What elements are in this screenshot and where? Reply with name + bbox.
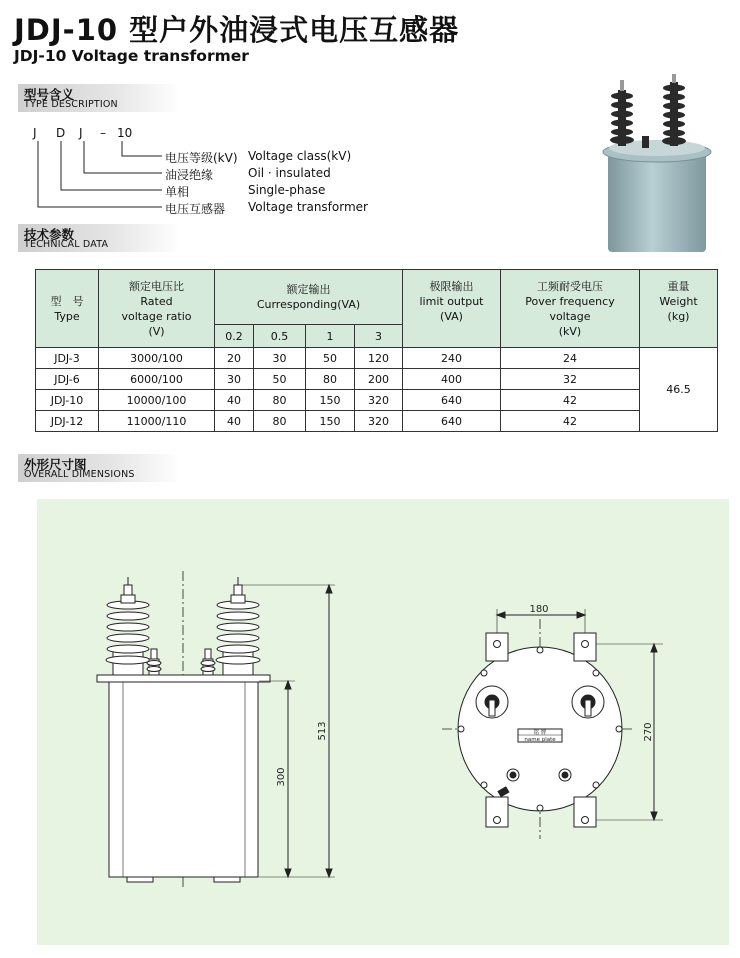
cell-output: 50 bbox=[254, 369, 306, 390]
code-char-dash: – bbox=[100, 126, 106, 140]
header-ratio-en1: Rated bbox=[140, 294, 173, 308]
cell-type: JDJ-10 bbox=[36, 390, 99, 411]
dim-depth: 270 bbox=[643, 722, 654, 742]
code-char-j2: J bbox=[79, 126, 83, 140]
type-row-voltage-class-cn: 电压等级(kV) bbox=[165, 151, 238, 165]
table-row bbox=[36, 411, 718, 432]
product-photo bbox=[598, 72, 716, 256]
header-type-cn: 型 号 bbox=[50, 294, 84, 308]
table-row bbox=[36, 369, 718, 390]
header-weight-cn: 重量 bbox=[667, 280, 690, 293]
cell-output: 320 bbox=[355, 390, 403, 411]
header-limit bbox=[403, 270, 501, 348]
header-output bbox=[215, 270, 403, 325]
type-row-voltage-class-en: Voltage class(kV) bbox=[248, 149, 352, 163]
cell-output: 30 bbox=[254, 348, 306, 369]
cell-output: 40 bbox=[215, 411, 254, 432]
header-freq-en2: voltage bbox=[549, 310, 591, 323]
table-row bbox=[36, 390, 718, 411]
type-row-oil-en: Oil · insulated bbox=[248, 166, 331, 180]
cell-output: 50 bbox=[306, 348, 355, 369]
cell-limit: 400 bbox=[403, 369, 501, 390]
header-ratio-unit: (V) bbox=[148, 324, 165, 338]
header-ratio-cn: 额定电压比 bbox=[129, 279, 184, 293]
header-type bbox=[36, 270, 99, 348]
dim-tank-height: 300 bbox=[276, 767, 287, 787]
cell-weight: 46.5 bbox=[640, 348, 718, 432]
front-view bbox=[97, 571, 335, 889]
type-code-leader-lines bbox=[0, 0, 260, 220]
dim-top-width: 180 bbox=[529, 604, 549, 615]
class-0-5: 0.5 bbox=[254, 325, 306, 348]
class-1: 1 bbox=[306, 325, 355, 348]
class-0-2: 0.2 bbox=[215, 325, 254, 348]
header-ratio-en2: voltage ratio bbox=[121, 309, 192, 323]
cell-output: 40 bbox=[215, 390, 254, 411]
type-row-phase-en: Single-phase bbox=[248, 183, 326, 197]
cell-output: 80 bbox=[254, 411, 306, 432]
cell-limit: 640 bbox=[403, 411, 501, 432]
header-weight-unit: (kg) bbox=[667, 310, 690, 323]
code-char-10: 10 bbox=[117, 126, 133, 140]
cell-output: 30 bbox=[215, 369, 254, 390]
header-limit-cn: 极限输出 bbox=[429, 280, 474, 293]
type-description-title-cn: 型号含义 bbox=[24, 87, 75, 102]
header-freq-en1: Pover frequency bbox=[525, 295, 615, 308]
cell-type: JDJ-6 bbox=[36, 369, 99, 390]
technical-data-header bbox=[18, 224, 180, 252]
cell-output: 80 bbox=[254, 390, 306, 411]
code-char-d: D bbox=[56, 126, 66, 140]
cell-ratio: 6000/100 bbox=[99, 369, 215, 390]
cell-output: 80 bbox=[306, 369, 355, 390]
header-freq-unit: (kV) bbox=[558, 325, 582, 338]
cell-freq: 32 bbox=[501, 369, 640, 390]
header-weight bbox=[640, 270, 718, 348]
top-view bbox=[442, 609, 663, 839]
cell-output: 200 bbox=[355, 369, 403, 390]
header-freq-cn: 工频耐受电压 bbox=[537, 280, 603, 293]
dimension-drawing bbox=[37, 499, 729, 945]
header-limit-en: limit output bbox=[419, 295, 484, 308]
header-output-cn: 额定输出 bbox=[286, 283, 331, 296]
code-char-j1: J bbox=[33, 126, 37, 140]
type-row-oil-cn: 油浸绝缘 bbox=[165, 168, 214, 182]
cell-ratio: 11000/110 bbox=[99, 411, 215, 432]
header-limit-unit: (VA) bbox=[440, 310, 463, 323]
cell-limit: 240 bbox=[403, 348, 501, 369]
cell-freq: 42 bbox=[501, 411, 640, 432]
cell-limit: 640 bbox=[403, 390, 501, 411]
dim-total-height: 513 bbox=[317, 721, 328, 741]
cell-output: 150 bbox=[306, 411, 355, 432]
cell-type: JDJ-3 bbox=[36, 348, 99, 369]
technical-data-title-en: TECHNICAL DATA bbox=[24, 239, 109, 250]
table-row bbox=[36, 348, 718, 369]
type-description-title-en: TYPE DESCRIPTION bbox=[24, 99, 118, 110]
page-subtitle: JDJ-10 Voltage transformer bbox=[14, 47, 249, 65]
cell-output: 120 bbox=[355, 348, 403, 369]
type-row-transformer-cn: 电压互感器 bbox=[165, 202, 226, 216]
cell-output: 150 bbox=[306, 390, 355, 411]
nameplate-label-en: name plate bbox=[524, 737, 556, 743]
header-ratio bbox=[99, 270, 215, 348]
nameplate-label-cn: 铭 牌 bbox=[533, 730, 547, 736]
dimensions-title-en: OVERALL DIMENSIONS bbox=[24, 469, 135, 480]
header-output-en: Curresponding(VA) bbox=[256, 298, 361, 311]
cell-output: 320 bbox=[355, 411, 403, 432]
cell-freq: 24 bbox=[501, 348, 640, 369]
cell-freq: 42 bbox=[501, 390, 640, 411]
dimensions-title-cn: 外形尺寸图 bbox=[24, 457, 87, 472]
page-title: JDJ-10 型户外油浸式电压互感器 bbox=[14, 13, 460, 47]
cell-type: JDJ-12 bbox=[36, 411, 99, 432]
header-freq bbox=[501, 270, 640, 348]
header-weight-en: Weight bbox=[659, 295, 698, 308]
type-row-phase-cn: 单相 bbox=[165, 185, 190, 199]
class-3: 3 bbox=[355, 325, 403, 348]
cell-output: 20 bbox=[215, 348, 254, 369]
cell-ratio: 3000/100 bbox=[99, 348, 215, 369]
technical-data-table bbox=[35, 269, 718, 432]
technical-data-title-cn: 技术参数 bbox=[24, 227, 75, 242]
header-type-en: Type bbox=[54, 309, 80, 323]
type-row-transformer-en: Voltage transformer bbox=[248, 200, 368, 214]
dimension-drawing-svg bbox=[37, 499, 729, 945]
dimensions-header bbox=[18, 454, 180, 482]
cell-ratio: 10000/100 bbox=[99, 390, 215, 411]
